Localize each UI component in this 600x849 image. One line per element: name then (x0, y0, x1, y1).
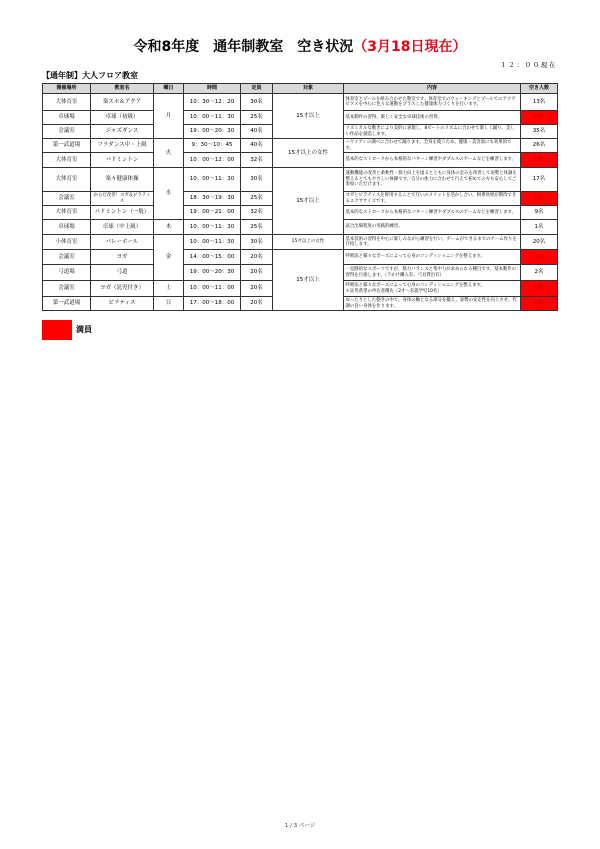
vacancy-cell: 0名 (521, 192, 558, 206)
column-header-vacancy: 空き人数 (521, 84, 558, 94)
time-cell: 19：00～20：30 (184, 265, 241, 281)
class-name-cell: 卓球（初級） (91, 111, 154, 125)
capacity-cell: 20名 (241, 281, 273, 297)
time-cell: 19：00～21：00 (184, 206, 241, 220)
class-name-cell: 卓球（中上級） (91, 220, 154, 235)
capacity-cell: 25名 (241, 192, 273, 206)
day-cell: 火 (154, 139, 184, 168)
time-cell: 10：00～11：30 (184, 168, 241, 192)
class-name-cell: 楽々健康体操 (91, 168, 154, 192)
content-cell: リズミカルな動きにより美的に表現し、8ビートのリズムに合わせて楽しく踊り、美しい作品を創造します。 (344, 125, 521, 139)
content-cell: 基本動作の習得、楽しく安全な卓球技術の習得。 (344, 111, 521, 125)
capacity-cell: 20名 (241, 265, 273, 281)
column-header-target: 対象 (273, 84, 344, 94)
header-row (43, 84, 558, 94)
venue-cell: 卓球場 (43, 220, 91, 235)
capacity-cell: 40名 (241, 139, 273, 153)
class-name-cell: ジャズダンス (91, 125, 154, 139)
day-cell: 木 (154, 220, 184, 235)
target-cell: 15才以上 (273, 250, 344, 311)
venue-cell: 弓道場 (43, 265, 91, 281)
time-cell: 10：30～12：20 (184, 94, 241, 111)
vacancy-cell: 35名 (521, 125, 558, 139)
content-cell: ヨガとピラティスを併用することで互いのメリットを活かし合い、相乗効果が期待できるエクササイズです。 (344, 192, 521, 206)
class-name-cell: バドミントン（一般） (91, 206, 154, 220)
table-row (43, 94, 558, 111)
vacancy-cell: 1名 (521, 220, 558, 235)
content-note: ＊託児希望の申込者優先（2才～未就学児10名） (345, 288, 442, 294)
capacity-cell: 20名 (241, 250, 273, 265)
vacancy-cell: 9名 (521, 206, 558, 220)
content-cell: 試合出場程度の実践的練習。 (344, 220, 521, 235)
target-cell: 15才以上の女性 (273, 139, 344, 168)
content-cell: 基本技術の習得を中心に楽しみながら練習を行い、ゲームができるまでのチーム作りを目指します。 (344, 235, 521, 250)
venue-cell: 小体育室 (43, 235, 91, 250)
vacancy-cell: 0名 (521, 281, 558, 297)
class-name-cell: ピラティス (91, 297, 154, 311)
venue-cell: 大体育室 (43, 168, 91, 192)
time-cell: 19：00～20：30 (184, 125, 241, 139)
title-date: （3月18日現在） (353, 39, 467, 55)
day-cell: 月 (154, 94, 184, 139)
capacity-cell: 32名 (241, 206, 273, 220)
time-cell: 9：30～10：45 (184, 139, 241, 153)
content-cell: 基本的なストロークから本格的なパターン練習やダブルスのゲームなどを練習します。 (344, 206, 521, 220)
table-row (43, 235, 558, 250)
class-name-cell: 弓道 (91, 265, 154, 281)
capacity-cell: 20名 (241, 297, 273, 311)
class-name-cell: フラダンス中・上級 (91, 139, 154, 153)
schedule-table (42, 83, 558, 311)
class-name-cell: 楽スポ＆アクア (91, 94, 154, 111)
time-cell: 18：30～19：30 (184, 192, 241, 206)
content-cell: 基本的なストロークから本格的なパターン練習やダブルスのゲームなどを練習します。 (344, 153, 521, 168)
time-cell: 14：00～15：00 (184, 250, 241, 265)
time-cell: 10：00～11：30 (184, 111, 241, 125)
time-cell: 10：00～12：00 (184, 153, 241, 168)
vacancy-cell: 2名 (521, 265, 558, 281)
vacancy-cell: 26名 (521, 139, 558, 153)
capacity-cell: 25名 (241, 220, 273, 235)
venue-cell: 会議室 (43, 192, 91, 206)
venue-cell: 会議室 (43, 125, 91, 139)
day-cell: 水 (154, 168, 184, 220)
venue-cell: 大体育室 (43, 206, 91, 220)
vacancy-cell: 0名 (521, 153, 558, 168)
venue-cell: 卓球場 (43, 111, 91, 125)
column-header-day: 曜日 (154, 84, 184, 94)
capacity-cell: 30名 (241, 235, 273, 250)
column-header-capacity: 定員 (241, 84, 273, 94)
venue-cell: 第一武道場 (43, 139, 91, 153)
vacancy-cell: 17名 (521, 168, 558, 192)
vacancy-cell: 13名 (521, 94, 558, 111)
class-name-cell: ヨガ（託児付き） (91, 281, 154, 297)
vacancy-cell: 0名 (521, 250, 558, 265)
page-title (0, 38, 600, 56)
class-name-cell: バドミントン (91, 153, 154, 168)
content-text: 呼吸法と様々なポーズによって心身のコンディショニングを整えます。 (345, 283, 485, 289)
column-header-venue: 開催場所 (43, 84, 91, 94)
class-name-cell: からだ改善！ヨガ＆ピラティス (91, 192, 154, 206)
content-cell: 運動機能の改善と柔軟性・筋力向上を図るとともに身体の歪みを改善して姿勢と体調を整えるとてもやさしい体操です。自分の体力に合わせて行えて初めての方も安心してご参加いただけます。 (344, 168, 521, 192)
content-cell: 一見静的なスポーツですが、筋力バランスと集中力が求められる種目です。基本動作の習得を目指します。（下かけ購入有、弓具貸出有） (344, 265, 521, 281)
column-header-time: 時間 (184, 84, 241, 94)
capacity-cell: 30名 (241, 94, 273, 111)
content-cell: 体育室とプールを組み合わせた教室です。体育室でのウォーキングとプールでのアクアビクスを中心に色々な運動をプラスした健康体力づくりを行います。 (344, 94, 521, 111)
section-title: 【通年制】大人フロア教室 (42, 71, 138, 80)
time-cell: 10：00～11：30 (184, 235, 241, 250)
time-cell: 10：00～11：00 (184, 281, 241, 297)
time-cell: 10：00～11：30 (184, 220, 241, 235)
venue-cell: 大体育室 (43, 94, 91, 111)
day-cell: 日 (154, 297, 184, 311)
venue-cell: 会議室 (43, 250, 91, 265)
table-row (43, 250, 558, 265)
day-cell: 土 (154, 281, 184, 297)
content-cell: ハワイアンの調べに合わせて踊ります。全身を使うため、健康・美容面にも効果的です。 (344, 139, 521, 153)
page-number: 1 / 3 ページ (284, 823, 316, 829)
legend-label: 満員 (76, 325, 92, 334)
class-name-cell: バレーボール (91, 235, 154, 250)
target-cell: 15才以上の女性 (273, 235, 344, 250)
capacity-cell: 40名 (241, 125, 273, 139)
capacity-cell: 32名 (241, 153, 273, 168)
content-cell (344, 281, 521, 297)
title-main: 令和8年度 通年制教室 空き状況 (133, 39, 354, 55)
capacity-cell: 30名 (241, 168, 273, 192)
time-cell: 17：00～18：00 (184, 297, 241, 311)
content-cell: 呼吸法と様々なポーズによって心身のコンディショニングを整えます。 (344, 250, 521, 265)
vacancy-cell: 20名 (521, 235, 558, 250)
class-name-cell: ヨガ (91, 250, 154, 265)
content-cell: ゆったりとした動きの中で、身体の軸となる部分を鍛え、姿勢の安定性を向上させ、代謝の良い身体を作ります。 (344, 297, 521, 311)
capacity-cell: 25名 (241, 111, 273, 125)
vacancy-cell: 0名 (521, 297, 558, 311)
day-cell: 金 (154, 235, 184, 281)
table-row (43, 168, 558, 192)
target-cell: 15才以上 (273, 168, 344, 235)
column-header-class-name: 教室名 (91, 84, 154, 94)
target-cell: 15才以上 (273, 94, 344, 139)
time-note: １２：００現在 (500, 61, 557, 69)
venue-cell: 大体育室 (43, 153, 91, 168)
table-row (43, 139, 558, 153)
vacancy-cell: 0名 (521, 111, 558, 125)
legend-full-swatch (42, 320, 72, 340)
venue-cell: 第一武道場 (43, 297, 91, 311)
column-header-content: 内容 (344, 84, 521, 94)
venue-cell: 会議室 (43, 281, 91, 297)
